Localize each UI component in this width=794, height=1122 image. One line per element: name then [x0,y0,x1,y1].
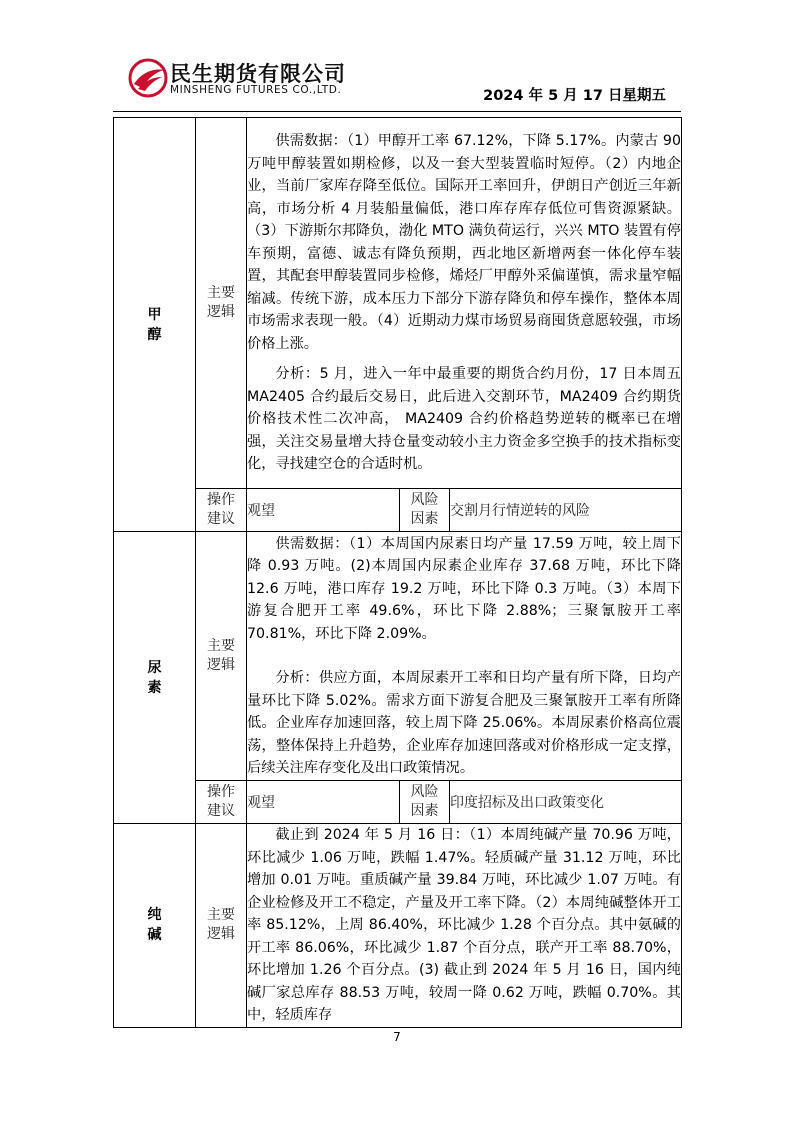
logic-label: 主要 逻辑 [196,824,247,1028]
logic-label: 主要 逻辑 [196,532,247,781]
table-row [114,532,682,781]
table-row [114,118,682,489]
company-name-en: MINSHENG FUTURES CO.,LTD. [170,84,342,96]
page-number: 7 [393,1030,401,1044]
risk-label: 风险 因素 [400,781,450,824]
company-name-cn: 民生期货有限公司 [170,62,346,86]
product-name-soda-ash [114,824,196,1028]
analysis-paragraph: 分析：5 月，进入一年中最重要的期货合约月份，17 日本周五 MA2405 合约最后交易日，此后进入交割环节，MA2409 合约期货价格技术性二次冲高， MA2409 合约价格趋势逆转的概率已在增强，关注交易量增大持仓量变动较小主力资金多空换手的技术指标变化，寻找建空仓的合适时机。 [247,366,681,473]
product-label: 甲 醇 [147,306,162,343]
commodity-analysis-table [113,117,682,1028]
product-label: 纯 碱 [147,907,162,944]
supply-demand-paragraph: 供需数据：（1）甲醇开工率 67.12%，下降 5.17%。内蒙古 90 万吨甲醇装置如期检修，以及一套大型装置临时短停。（2）内地企业，当前厂家库存降至低位。国际开工率回升，伊朗日产创近三年新高，市场分析 4 月装船量偏低，港口库存库存低位可售资源紧缺。（3）下游斯尔邦降负，渤化 MTO 满负荷运行，兴兴 MTO 装置有停车预期，富德、诚志有降负预期，西北地区新增两套一体化停车装置，其配套甲醇装置同步检修，烯烃厂甲醇外采偏谨慎，需求量窄幅缩减。传统下游，成本压力下部分下游存降负和停车操作，整体本周市场需求表现一般。（4）近期动力煤市场贸易商囤货意愿较强，市场价格上涨。 [247,133,681,352]
product-name-methanol [114,118,196,532]
report-date: 2024 年 5 月 17 日星期五 [483,88,666,104]
supply-demand-paragraph: 截止到 2024 年 5 月 16 日：（1）本周纯碱产量 70.96 万吨，环比减少 1.06 万吨，跌幅 1.47%。轻质碱产量 31.12 万吨，环比增加 0.01 万吨。重质碱产量 39.84 万吨，环比减少 1.07 万吨。有企业检修及开工不稳定，产量及开工率下降。（2）本周纯碱整体开工率 85.12%，上周 86.40%，环比减少 1.28 个百分点。其中氨碱的开工率 86.06%，环比减少 1.87 个百分点，联产开工率 88.70%，环比增加 1.26 个百分点。(3) 截止到 2024 年 5 月 16 日，国内纯碱厂家总库存 88.53 万吨，较周一降 0.62 万吨，跌幅 0.70%。其中，轻质库存 [247,827,681,1023]
product-label: 尿 素 [147,659,162,696]
logic-content-urea [247,532,682,781]
minsheng-logo-icon [128,58,168,98]
advice-label: 操作 建议 [196,489,247,532]
table-row [114,489,682,532]
table-row [114,824,682,1028]
supply-demand-paragraph: 供需数据：（1）本周国内尿素日均产量 17.59 万吨，较上周下降 0.93 万吨。(2)本周国内尿素企业库存 37.68 万吨，环比下降 12.6 万吨，港口库存 19.2 万吨，环比下降 0.3 万吨。（3）本周下游复合肥开工率 49.6%，环比下降 2.88%；三聚氰胺开工率 70.81%，环比下降 2.09%。 [247,535,681,642]
advice-value: 观望 [247,781,400,824]
table-row [114,781,682,824]
logic-content-methanol [247,118,682,489]
risk-value: 印度招标及出口政策变化 [450,781,682,824]
logic-content-soda-ash [247,824,682,1028]
product-name-urea [114,532,196,824]
logic-label: 主要 逻辑 [196,118,247,489]
advice-value: 观望 [247,489,400,532]
risk-value: 交割月行情逆转的风险 [450,489,682,532]
company-logo [128,56,368,102]
risk-label: 风险 因素 [400,489,450,532]
header-divider [113,111,681,112]
analysis-paragraph: 分析：供应方面，本周尿素开工率和日均产量有所下降，日均产量环比下降 5.02%。需求方面下游复合肥及三聚氰胺开工率有所降低。企业库存加速回落，较上周下降 25.06%。本周尿素价格高位震荡，整体保持上升趋势，企业库存加速回落或对价格形成一定支撑，后续关注库存变化及出口政策情况。 [247,670,681,776]
advice-label: 操作 建议 [196,781,247,824]
